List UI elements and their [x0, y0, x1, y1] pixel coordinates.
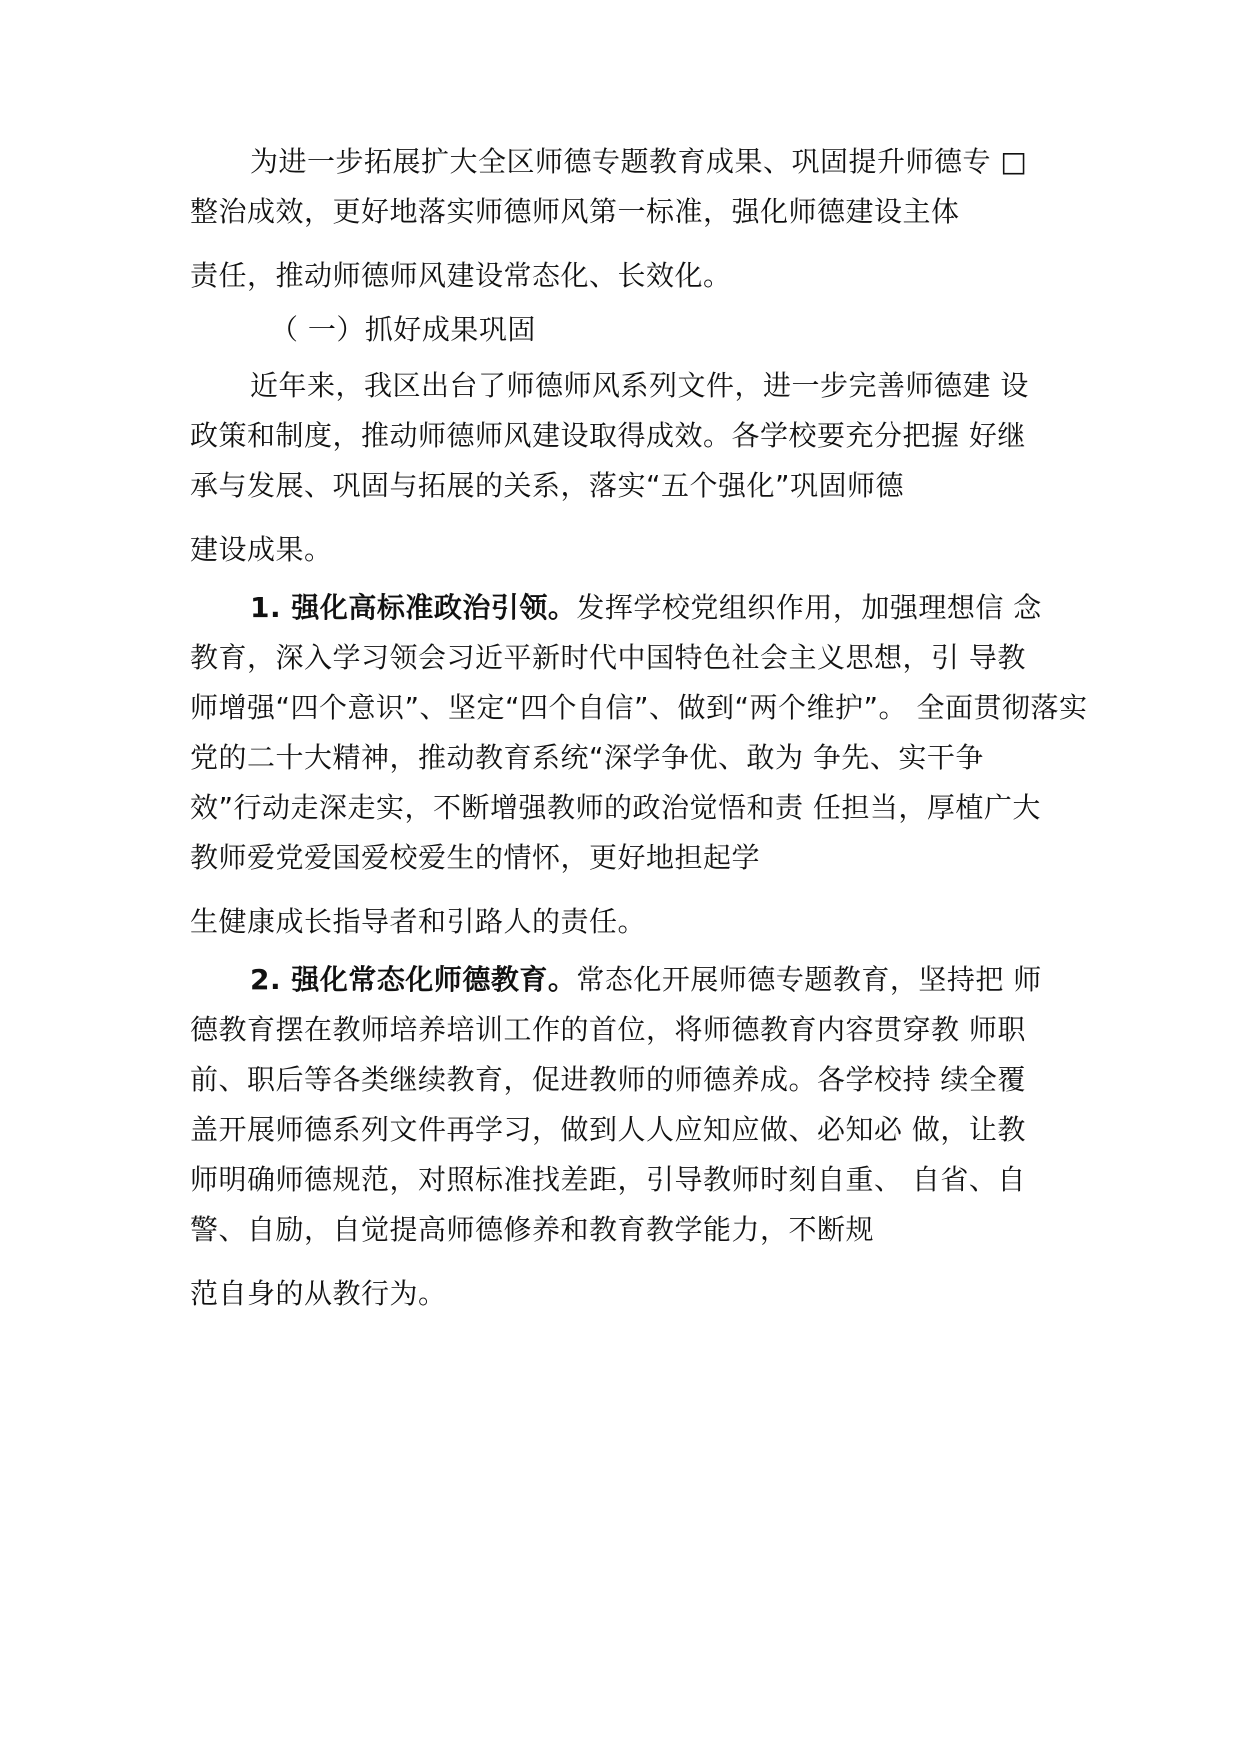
item2-line-6: 警、自励，自觉提高师德修养和教育教学能力，不断规: [190, 1213, 875, 1246]
intro-line-1: 为进一步拓展扩大全区师德专题教育成果、巩固提升师德专 □: [250, 145, 1028, 178]
item1-line-7: 生健康成长指导者和引路人的责任。: [190, 905, 647, 938]
section-para-line-2: 政策和制度，推动师德师风建设取得成效。各学校要充分把握 好继: [190, 419, 1026, 452]
item1-first-rest: 发挥学校党组织作用，加强理想信 念: [576, 591, 1042, 624]
item1-line-1: [250, 588, 1042, 628]
item1-line-6: 教师爱党爱国爱校爱生的情怀，更好地担起学: [190, 841, 761, 874]
intro-line-2: 整治成效，更好地落实师德师风第一标准，强化师德建设主体: [190, 195, 960, 228]
item2-line-5: 师明确师德规范，对照标准找差距，引导教师时刻自重、 自省、自: [190, 1163, 1026, 1196]
item2-line-3: 前、职后等各类继续教育，促进教师的师德养成。各学校持 续全覆: [190, 1063, 1026, 1096]
intro-line-3: 责任，推动师德师风建设常态化、长效化。: [190, 259, 732, 292]
item2-line-2: 德教育摆在教师培养培训工作的首位，将师德教育内容贯穿教 师职: [190, 1013, 1026, 1046]
section-para-line-4: 建设成果。: [190, 533, 333, 566]
item2-line-1: [250, 960, 1042, 1000]
item2-line-4: 盖开展师德系列文件再学习，做到人人应知应做、必知必 做，让教: [190, 1113, 1026, 1146]
item1-line-3: 师增强“四个意识”、坚定“四个自信”、做到“两个维护”。 全面贯彻落实: [190, 691, 1088, 724]
item2-line-7: 范自身的从教行为。: [190, 1277, 447, 1310]
section-para-line-3: 承与发展、巩固与拓展的关系，落实“五个强化”巩固师德: [190, 469, 905, 502]
item2-first-rest: 常态化开展师德专题教育，坚持把 师: [576, 963, 1042, 996]
item1-line-2: 教育，深入学习领会习近平新时代中国特色社会主义思想，引 导教: [190, 641, 1026, 674]
item1-line-4: 党的二十大精神，推动教育系统“深学争优、敢为 争先、实干争: [190, 741, 984, 774]
item1-lead: 1. 强化高标准政治引领。: [250, 591, 577, 624]
section-heading: （ 一）抓好成果巩固: [270, 313, 536, 346]
item1-line-5: 效”行动走深走实，不断增强教师的政治觉悟和责 任担当，厚植广大: [190, 791, 1041, 824]
item2-lead: 2. 强化常态化师德教育。: [250, 963, 577, 996]
section-para-line-1: 近年来，我区出台了师德师风系列文件，进一步完善师德建 设: [250, 369, 1029, 402]
